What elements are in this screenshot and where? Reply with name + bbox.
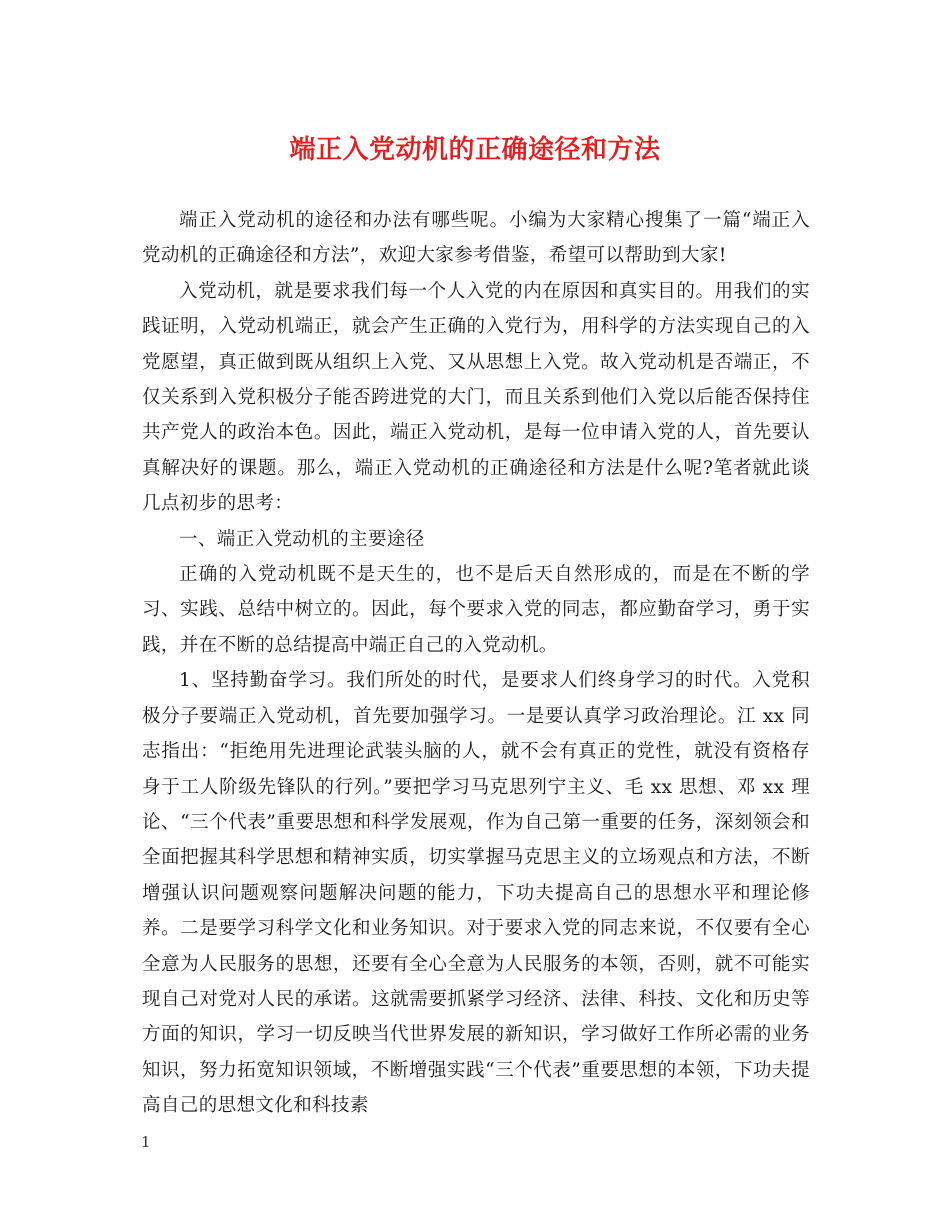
document-body xyxy=(142,203,810,1124)
paragraph-point-1: 1、坚持勤奋学习。我们所处的时代，是要求人们终身学习的时代。入党积极分子要端正入党动机，首先要加强学习。一是要认真学习政治理论。江 xx 同志指出：“拒绝用先进理论武装头脑的人，就不会有真正的党性，就没有资格存身于工人阶级先锋队的行列。”要把学习马克思列宁主义、毛 xx 思想、邓 xx 理论、“三个代表”重要思想和科学发展观，作为自己第一重要的任务，深刻领会和全面把握其科学思想和精神实质，切实掌握马克思主义的立场观点和方法，不断增强认识问题观察问题解决问题的能力，下功夫提高自己的思想水平和理论修养。二是要学习科学文化和业务知识。对于要求入党的同志来说，不仅要有全心全意为人民服务的思想，还要有全心全意为人民服务的本领，否则，就不可能实现自己对党对人民的承诺。这就需要抓紧学习经济、法律、科技、文化和历史等方面的知识，学习一切反映当代世界发展的新知识，学习做好工作所必需的业务知识，努力拓宽知识领域，不断增强实践“三个代表”重要思想的本领，下功夫提高自己的思想文化和科技素 xyxy=(142,670,810,1117)
section-heading: 一、端正入党动机的主要途径 xyxy=(179,528,425,550)
page-number: 1 xyxy=(141,1133,151,1151)
paragraph-intro: 端正入党动机的途径和办法有哪些呢。小编为大家精心搜集了一篇“端正入党动机的正确途径和方法”，欢迎大家参考借鉴，希望可以帮助到大家! xyxy=(142,210,810,267)
paragraph-definition: 入党动机，就是要求我们每一个人入党的内在原因和真实目的。用我们的实践证明，入党动机端正，就会产生正确的入党行为，用科学的方法实现自己的入党愿望，真正做到既从组织上入党、又从思想上入党。故入党动机是否端正，不仅关系到入党积极分子能否跨进党的大门，而且关系到他们入党以后能否保持住共产党人的政治本色。因此，端正入党动机，是每一位申请入党的人，首先要认真解决好的课题。那么，端正入党动机的正确途径和方法是什么呢?笔者就此谈几点初步的思考： xyxy=(142,280,810,515)
document-title: 端正入党动机的正确途径和方法 xyxy=(289,135,661,165)
paragraph-section-intro: 正确的入党动机既不是天生的，也不是后天自然形成的，而是在不断的学习、实践、总结中树立的。因此，每个要求入党的同志，都应勤奋学习，勇于实践，并在不断的总结提高中端正自己的入党动机。 xyxy=(142,564,810,656)
